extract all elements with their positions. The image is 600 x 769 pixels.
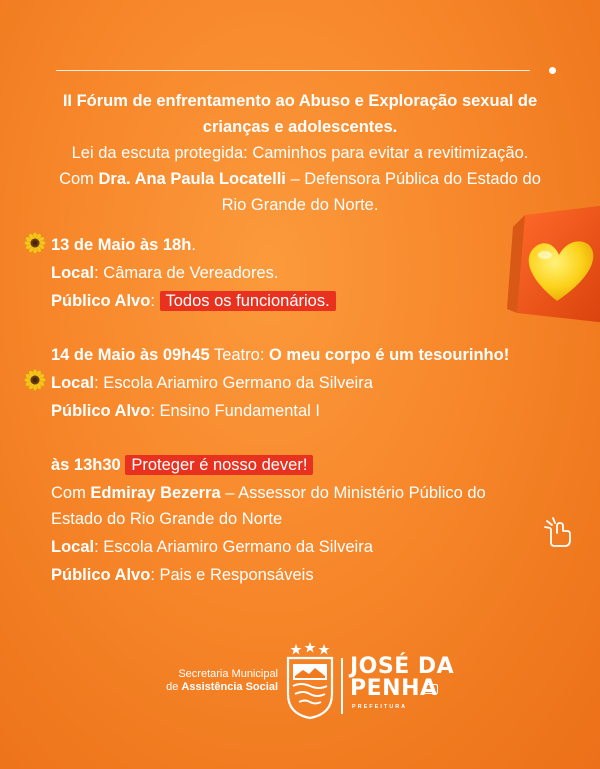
event2-local-line (51, 371, 373, 395)
event-header (20, 88, 580, 218)
event3-local-line (51, 535, 373, 559)
event3-local-label: Local (51, 538, 95, 556)
header-subtitle: Lei da escuta protegida: Caminhos para evitar a revitimização. (71, 144, 529, 162)
event3-audience-line (51, 563, 314, 587)
event2-date: 14 de Maio às 09h45 (51, 346, 210, 364)
pointing-hand-icon (543, 515, 577, 549)
header-speaker-line: Com Dra. Ana Paula Locatelli – Defensora Pública do Estado do (59, 170, 541, 188)
event3-local-value: : Escola Ariamiro Germano da Silveira (94, 538, 373, 556)
event1-date-line: 13 de Maio às 18h. (51, 236, 196, 254)
event3-audience-label: Público Alvo (51, 566, 151, 584)
top-divider-line (56, 70, 530, 71)
city-logo-text (350, 656, 454, 700)
event2-local-label: Local (51, 374, 95, 392)
city-subtitle: PREFEITURA (352, 704, 408, 710)
event1-date: 13 de Maio às 18h (51, 236, 192, 254)
event1-local-label: Local (51, 264, 95, 282)
event2-date-line: 14 de Maio às 09h45 Teatro: O meu corpo é um tesourinho! (51, 346, 510, 364)
city-crest-icon (283, 640, 337, 720)
event3-guest-role-line2: Estado do Rio Grande do Norte (51, 510, 283, 528)
city-line1: JOSÉ DA (350, 654, 455, 679)
footer-divider (341, 658, 343, 714)
event1-audience-highlight: Todos os funcionários. (160, 291, 336, 311)
heart-gift-box-icon (507, 205, 600, 330)
secretaria-line1: Secretaria Municipal (178, 668, 278, 680)
secretaria-logo-text (160, 668, 278, 694)
event1-local-value: : Câmara de Vereadores. (94, 264, 279, 282)
city-line2: PENHA (350, 676, 438, 701)
event3-audience-value: : Pais e Responsáveis (150, 566, 314, 584)
event3-guest-role: – Assessor do Ministério Público do (220, 484, 486, 502)
footer (0, 640, 600, 720)
header-title-line1: II Fórum de enfrentamento ao Abuso e Exploração sexual de (62, 92, 538, 110)
event2-audience-line (51, 399, 320, 423)
event2-audience-value: : Ensino Fundamental I (150, 402, 321, 420)
event3-guest-name: Edmiray Bezerra (90, 484, 221, 502)
speaker-role: – Defensora Pública do Estado do (285, 170, 541, 188)
event3-theme-highlight: Proteger é nosso dever! (125, 455, 313, 475)
event1-audience-label: Público Alvo (51, 292, 151, 310)
city-badge-icon (424, 684, 438, 694)
top-divider-dot (549, 67, 556, 74)
sunflower-icon (24, 232, 46, 254)
speaker-name: Dra. Ana Paula Locatelli (98, 170, 286, 188)
event2-local-value: : Escola Ariamiro Germano da Silveira (94, 374, 373, 392)
event1-audience-line: Público Alvo: Todos os funcionários. (51, 289, 336, 313)
event1-local-line (51, 261, 278, 285)
sunflower-icon (24, 369, 46, 391)
event3-guest-line: Com Edmiray Bezerra – Assessor do Ministério Público do (51, 484, 486, 502)
event2-audience-label: Público Alvo (51, 402, 151, 420)
secretaria-line2: de Assistência Social (166, 681, 278, 693)
event3-time-line (51, 453, 313, 477)
event2-play-title: O meu corpo é um tesourinho! (269, 346, 510, 364)
event3-time: às 13h30 (51, 456, 121, 474)
speaker-role-line2: Rio Grande do Norte. (221, 196, 379, 214)
header-title-line2: crianças e adolescentes. (202, 118, 398, 136)
